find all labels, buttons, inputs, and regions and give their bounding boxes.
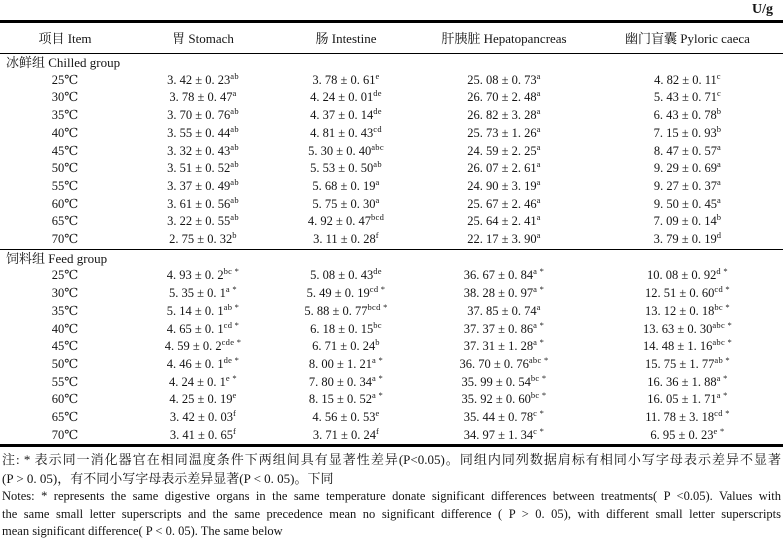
value-cell (592, 231, 783, 249)
value-mean-sd: 16. 36 ± 1. 88 (647, 374, 717, 389)
value-mean-sd: 12. 51 ± 0. 60 (645, 286, 715, 301)
significance-superscript: a (536, 301, 541, 312)
significance-superscript: a * (372, 354, 384, 365)
significance-superscript: ab (230, 176, 239, 187)
significance-superscript: b (716, 123, 722, 134)
significance-superscript: b (716, 105, 722, 116)
value-mean-sd: 4. 82 ± 0. 11 (654, 72, 717, 87)
table-row (0, 267, 783, 285)
value-mean-sd: 4. 93 ± 0. 2 (166, 268, 224, 283)
value-mean-sd: 9. 29 ± 0. 69 (653, 161, 718, 176)
value-mean-sd: 24. 90 ± 3. 19 (467, 178, 537, 193)
value-cell (130, 231, 276, 249)
group-label: 饲料组 Feed group (0, 249, 783, 267)
table-row (0, 213, 783, 231)
value-mean-sd: 3. 79 ± 0. 19 (653, 232, 717, 247)
value-cell (592, 196, 783, 214)
value-mean-sd: 8. 15 ± 0. 52 (308, 392, 373, 407)
value-mean-sd: 6. 18 ± 0. 15 (310, 321, 374, 336)
value-cell (592, 267, 783, 285)
table-row (0, 303, 783, 321)
value-cell (416, 72, 592, 90)
significance-superscript: a * (533, 283, 545, 294)
significance-superscript: a (536, 70, 541, 81)
significance-superscript: bc * (223, 266, 240, 277)
value-mean-sd: 6. 43 ± 0. 78 (653, 108, 717, 123)
value-mean-sd: 5. 88 ± 0. 77 (304, 303, 368, 318)
value-mean-sd: 5. 30 ± 0. 40 (308, 143, 372, 158)
value-mean-sd: 7. 09 ± 0. 14 (653, 214, 717, 229)
value-cell (416, 267, 592, 285)
value-cell (592, 107, 783, 125)
significance-superscript: a (717, 176, 722, 187)
significance-superscript: c (717, 88, 722, 99)
value-mean-sd: 37. 37 ± 0. 86 (463, 321, 534, 336)
table-row (0, 374, 783, 392)
temperature-cell: 35℃ (51, 108, 79, 123)
value-mean-sd: 9. 50 ± 0. 45 (653, 196, 718, 211)
value-mean-sd: 11. 78 ± 3. 18 (645, 410, 715, 425)
value-mean-sd: 3. 11 ± 0. 28 (313, 232, 376, 247)
value-cell (592, 409, 783, 427)
significance-superscript: a * (533, 266, 545, 277)
significance-superscript: f (375, 425, 380, 436)
value-mean-sd: 3. 78 ± 0. 61 (312, 72, 376, 87)
significance-superscript: a (536, 194, 541, 205)
value-cell (592, 89, 783, 107)
significance-superscript: a * (716, 372, 728, 383)
temperature-cell: 30℃ (51, 90, 79, 105)
temperature-cell: 25℃ (51, 72, 79, 87)
value-cell (276, 303, 416, 321)
significance-superscript: e * (225, 372, 237, 383)
significance-superscript: c * (533, 407, 545, 418)
enzyme-activity-table (0, 20, 783, 447)
value-cell (592, 374, 783, 392)
table-row (0, 338, 783, 356)
value-mean-sd: 3. 55 ± 0. 44 (167, 125, 231, 140)
column-header: 项目 Item (0, 22, 130, 54)
value-cell (416, 374, 592, 392)
value-cell (416, 143, 592, 161)
notes-chinese (2, 450, 781, 488)
value-cell (130, 356, 276, 374)
significance-superscript: cd (373, 123, 382, 134)
value-cell (592, 213, 783, 231)
significance-superscript: bc (373, 319, 382, 330)
value-mean-sd: 38. 28 ± 0. 97 (463, 286, 534, 301)
table-row (0, 391, 783, 409)
value-cell (130, 321, 276, 339)
value-mean-sd: 15. 75 ± 1. 77 (645, 356, 715, 371)
value-mean-sd: 4. 81 ± 0. 43 (310, 125, 374, 140)
value-cell (130, 213, 276, 231)
unit-label: U/g (752, 2, 773, 17)
value-cell (276, 107, 416, 125)
value-cell (416, 321, 592, 339)
value-cell (592, 285, 783, 303)
value-mean-sd: 5. 35 ± 0. 1 (169, 286, 226, 301)
value-cell (130, 89, 276, 107)
table-row (0, 285, 783, 303)
value-cell (416, 107, 592, 125)
value-cell (416, 178, 592, 196)
value-cell (130, 178, 276, 196)
value-cell (416, 427, 592, 446)
value-cell (130, 427, 276, 446)
significance-superscript: a * (372, 372, 384, 383)
note-line: the same small letter superscripts and the same precedence mean no significant difference ( P > 0. 05), with different small letter superscripts (2, 506, 781, 521)
significance-superscript: d (716, 229, 722, 240)
significance-superscript: c (716, 70, 721, 81)
value-cell (276, 427, 416, 446)
value-mean-sd: 35. 44 ± 0. 78 (463, 410, 534, 425)
significance-superscript: a * (533, 337, 545, 348)
value-mean-sd: 13. 12 ± 0. 18 (645, 303, 715, 318)
value-cell (416, 89, 592, 107)
value-cell (276, 160, 416, 178)
temperature-cell: 65℃ (51, 410, 79, 425)
value-mean-sd: 26. 70 ± 2. 48 (467, 90, 537, 105)
value-mean-sd: 3. 32 ± 0. 43 (167, 143, 231, 158)
significance-superscript: e * (713, 425, 725, 436)
table-header-row (0, 22, 783, 54)
value-mean-sd: 5. 08 ± 0. 43 (310, 268, 374, 283)
temperature-cell: 60℃ (51, 196, 79, 211)
note-line: 注: * 表示同一消化器官在相同温度条件下两组间具有显著性差异(P<0.05)。同组内同列数据肩标有相同小写字母表示差异不显著 (2, 452, 781, 468)
value-mean-sd: 26. 82 ± 3. 28 (467, 108, 537, 123)
temperature-cell: 55℃ (51, 374, 79, 389)
value-mean-sd: 4. 37 ± 0. 14 (310, 108, 374, 123)
significance-superscript: ab * (714, 354, 730, 365)
value-cell (592, 338, 783, 356)
significance-superscript: a * (716, 390, 728, 401)
significance-superscript: ab (230, 70, 239, 81)
value-cell (276, 143, 416, 161)
value-mean-sd: 3. 42 ± 0. 03 (169, 410, 233, 425)
value-mean-sd: 25. 08 ± 0. 73 (467, 72, 537, 87)
significance-superscript: bc * (714, 301, 730, 312)
value-cell (130, 160, 276, 178)
value-cell (130, 72, 276, 90)
table-row (0, 356, 783, 374)
significance-superscript: cd * (223, 319, 240, 330)
temperature-cell: 70℃ (51, 427, 79, 442)
significance-superscript: ab (373, 159, 382, 170)
significance-superscript: f (375, 229, 379, 240)
value-cell (416, 356, 592, 374)
value-mean-sd: 7. 15 ± 0. 93 (653, 125, 717, 140)
value-mean-sd: 14. 48 ± 1. 16 (642, 339, 713, 354)
value-mean-sd: 3. 37 ± 0. 49 (167, 178, 231, 193)
value-cell (416, 196, 592, 214)
value-mean-sd: 4. 59 ± 0. 2 (164, 339, 222, 354)
value-mean-sd: 4. 92 ± 0. 47 (307, 214, 371, 229)
significance-superscript: a * (372, 390, 384, 401)
table-notes (0, 447, 783, 541)
value-mean-sd: 37. 31 ± 1. 28 (463, 339, 534, 354)
value-mean-sd: 5. 53 ± 0. 50 (310, 161, 374, 176)
significance-superscript: e (232, 390, 237, 401)
value-mean-sd: 3. 61 ± 0. 56 (167, 196, 231, 211)
value-mean-sd: 25. 73 ± 1. 26 (467, 125, 537, 140)
temperature-cell: 35℃ (51, 303, 79, 318)
significance-superscript: f (232, 407, 237, 418)
value-cell (416, 391, 592, 409)
significance-superscript: a (536, 229, 541, 240)
significance-superscript: a * (225, 283, 237, 294)
value-mean-sd: 4. 24 ± 0. 01 (310, 90, 374, 105)
table-row (0, 178, 783, 196)
value-mean-sd: 9. 27 ± 0. 37 (653, 178, 718, 193)
value-cell (130, 267, 276, 285)
value-mean-sd: 35. 99 ± 0. 54 (461, 374, 531, 389)
value-cell (592, 391, 783, 409)
significance-superscript: a (232, 88, 237, 99)
significance-superscript: bc * (530, 390, 547, 401)
significance-superscript: b (375, 337, 380, 348)
significance-superscript: bcd * (367, 301, 388, 312)
value-mean-sd: 3. 70 ± 0. 76 (167, 108, 231, 123)
value-cell (130, 107, 276, 125)
value-cell (276, 196, 416, 214)
value-mean-sd: 26. 07 ± 2. 61 (467, 161, 537, 176)
table-row (0, 143, 783, 161)
value-cell (592, 321, 783, 339)
value-mean-sd: 25. 64 ± 2. 41 (467, 214, 537, 229)
group-label: 冰鲜组 Chilled group (6, 55, 121, 70)
value-cell (416, 409, 592, 427)
temperature-cell: 60℃ (51, 392, 79, 407)
value-mean-sd: 5. 75 ± 0. 30 (312, 196, 376, 211)
temperature-cell: 45℃ (51, 339, 79, 354)
value-mean-sd: 4. 65 ± 0. 1 (166, 321, 224, 336)
significance-superscript: a (536, 159, 541, 170)
significance-superscript: b (716, 212, 722, 223)
significance-superscript: de * (223, 354, 240, 365)
value-cell (276, 178, 416, 196)
temperature-cell: 30℃ (51, 286, 79, 301)
value-cell (276, 374, 416, 392)
value-mean-sd: 36. 67 ± 0. 84 (463, 268, 534, 283)
table-row (0, 72, 783, 90)
significance-superscript: a (717, 141, 722, 152)
value-cell (276, 321, 416, 339)
column-header: 肠 Intestine (276, 22, 416, 54)
value-mean-sd: 25. 67 ± 2. 46 (467, 196, 537, 211)
value-mean-sd: 10. 08 ± 0. 92 (647, 268, 717, 283)
value-mean-sd: 6. 71 ± 0. 24 (312, 339, 376, 354)
significance-superscript: a (717, 194, 722, 205)
value-mean-sd: 3. 71 ± 0. 24 (312, 427, 376, 442)
value-cell (276, 72, 416, 90)
value-cell (130, 303, 276, 321)
significance-superscript: a (536, 212, 541, 223)
value-cell (276, 356, 416, 374)
value-mean-sd: 4. 24 ± 0. 1 (169, 374, 226, 389)
value-cell (130, 125, 276, 143)
value-mean-sd: 3. 51 ± 0. 52 (167, 161, 231, 176)
significance-superscript: e (375, 407, 380, 418)
value-cell (276, 267, 416, 285)
temperature-cell: 50℃ (51, 161, 79, 176)
table-row (0, 196, 783, 214)
value-mean-sd: 13. 63 ± 0. 30 (642, 321, 713, 336)
significance-superscript: abc * (528, 354, 549, 365)
significance-superscript: e (375, 70, 380, 81)
significance-superscript: de (373, 105, 382, 116)
significance-superscript: a * (533, 319, 545, 330)
value-cell (416, 338, 592, 356)
significance-superscript: ab (230, 159, 239, 170)
value-mean-sd: 8. 47 ± 0. 57 (653, 143, 718, 158)
column-header: 幽门盲囊 Pyloric caeca (592, 22, 783, 54)
table-row (0, 231, 783, 249)
value-cell (130, 374, 276, 392)
temperature-cell: 40℃ (51, 321, 79, 336)
note-line: (P > 0. 05)，有不同小写字母表示差异显著(P < 0. 05)。下同 (2, 471, 334, 487)
significance-superscript: bcd (370, 212, 385, 223)
value-cell (276, 285, 416, 303)
value-mean-sd: 5. 14 ± 0. 1 (166, 303, 224, 318)
value-mean-sd: 35. 92 ± 0. 60 (461, 392, 531, 407)
table-row (0, 321, 783, 339)
significance-superscript: f (232, 425, 237, 436)
value-cell (592, 143, 783, 161)
column-header: 肝胰脏 Hepatopancreas (416, 22, 592, 54)
value-cell (592, 427, 783, 446)
significance-superscript: a (536, 123, 541, 134)
value-mean-sd: 34. 97 ± 1. 34 (463, 427, 534, 442)
significance-superscript: c * (533, 425, 545, 436)
value-cell (592, 178, 783, 196)
value-cell (130, 143, 276, 161)
temperature-cell: 45℃ (51, 143, 79, 158)
table-body (0, 54, 783, 446)
value-cell (592, 72, 783, 90)
value-mean-sd: 5. 49 ± 0. 19 (306, 286, 370, 301)
column-header: 胃 Stomach (130, 22, 276, 54)
value-cell (416, 160, 592, 178)
temperature-cell: 55℃ (51, 178, 79, 193)
value-cell (416, 231, 592, 249)
significance-superscript: a (536, 176, 541, 187)
significance-superscript: ab (230, 123, 239, 134)
value-cell (276, 231, 416, 249)
note-line: mean significant difference( P < 0. 05). The same below (2, 524, 283, 539)
value-cell (592, 125, 783, 143)
significance-superscript: ab (230, 141, 239, 152)
value-cell (416, 285, 592, 303)
value-mean-sd: 2. 75 ± 0. 32 (169, 232, 233, 247)
value-cell (130, 196, 276, 214)
significance-superscript: de (373, 88, 382, 99)
value-cell (130, 338, 276, 356)
significance-superscript: bc * (530, 372, 547, 383)
significance-superscript: a (717, 159, 722, 170)
value-mean-sd: 6. 95 ± 0. 23 (650, 427, 714, 442)
value-cell (130, 409, 276, 427)
value-mean-sd: 22. 17 ± 3. 90 (467, 232, 537, 247)
significance-superscript: d * (716, 266, 728, 277)
significance-superscript: abc * (712, 337, 733, 348)
table-row (0, 160, 783, 178)
significance-superscript: cd * (714, 283, 730, 294)
table-row (0, 409, 783, 427)
value-mean-sd: 7. 80 ± 0. 34 (308, 374, 373, 389)
significance-superscript: b (232, 229, 237, 240)
value-cell (130, 391, 276, 409)
significance-superscript: a (536, 141, 541, 152)
value-mean-sd: 3. 22 ± 0. 55 (167, 214, 231, 229)
temperature-cell: 65℃ (51, 214, 79, 229)
value-mean-sd: 4. 25 ± 0. 19 (169, 392, 233, 407)
notes-english (2, 488, 781, 541)
value-cell (276, 213, 416, 231)
significance-superscript: de (373, 266, 382, 277)
value-mean-sd: 3. 42 ± 0. 23 (167, 72, 231, 87)
value-cell (276, 125, 416, 143)
significance-superscript: a (375, 176, 380, 187)
significance-superscript: ab (230, 105, 239, 116)
table-row (0, 107, 783, 125)
value-mean-sd: 5. 43 ± 0. 71 (653, 90, 718, 105)
value-cell (130, 285, 276, 303)
value-mean-sd: 36. 70 ± 0. 76 (459, 356, 529, 371)
value-cell (592, 303, 783, 321)
significance-superscript: cde * (221, 337, 242, 348)
temperature-cell: 70℃ (51, 232, 79, 247)
table-row (0, 89, 783, 107)
significance-superscript: abc (371, 141, 384, 152)
significance-superscript: cd * (369, 283, 386, 294)
value-mean-sd: 37. 85 ± 0. 74 (467, 303, 537, 318)
value-cell (276, 338, 416, 356)
value-mean-sd: 4. 56 ± 0. 53 (312, 410, 376, 425)
value-cell (592, 356, 783, 374)
significance-superscript: a (536, 88, 541, 99)
value-cell (276, 89, 416, 107)
table-row (0, 125, 783, 143)
value-mean-sd: 24. 59 ± 2. 25 (467, 143, 537, 158)
value-mean-sd: 4. 46 ± 0. 1 (166, 356, 224, 371)
value-cell (416, 125, 592, 143)
temperature-cell: 40℃ (51, 125, 79, 140)
significance-superscript: ab (230, 212, 239, 223)
value-mean-sd: 5. 68 ± 0. 19 (312, 178, 376, 193)
note-line: Notes: * represents the same digestive organs in the same temperature donate significant differences between treatments( P <0.05). Values with (2, 489, 781, 504)
value-cell (416, 213, 592, 231)
significance-superscript: a (536, 105, 541, 116)
significance-superscript: abc * (712, 319, 733, 330)
table-row (0, 427, 783, 446)
value-mean-sd: 3. 41 ± 0. 65 (169, 427, 233, 442)
temperature-cell: 50℃ (51, 356, 79, 371)
significance-superscript: ab * (223, 301, 240, 312)
value-cell (276, 391, 416, 409)
value-cell (592, 160, 783, 178)
value-mean-sd: 16. 05 ± 1. 71 (647, 392, 717, 407)
value-mean-sd: 8. 00 ± 1. 21 (308, 356, 373, 371)
value-mean-sd: 3. 78 ± 0. 47 (169, 90, 233, 105)
temperature-cell: 25℃ (51, 268, 79, 283)
significance-superscript: ab (230, 194, 239, 205)
value-cell (416, 303, 592, 321)
value-cell (276, 409, 416, 427)
significance-superscript: a (375, 194, 380, 205)
significance-superscript: cd * (714, 407, 730, 418)
